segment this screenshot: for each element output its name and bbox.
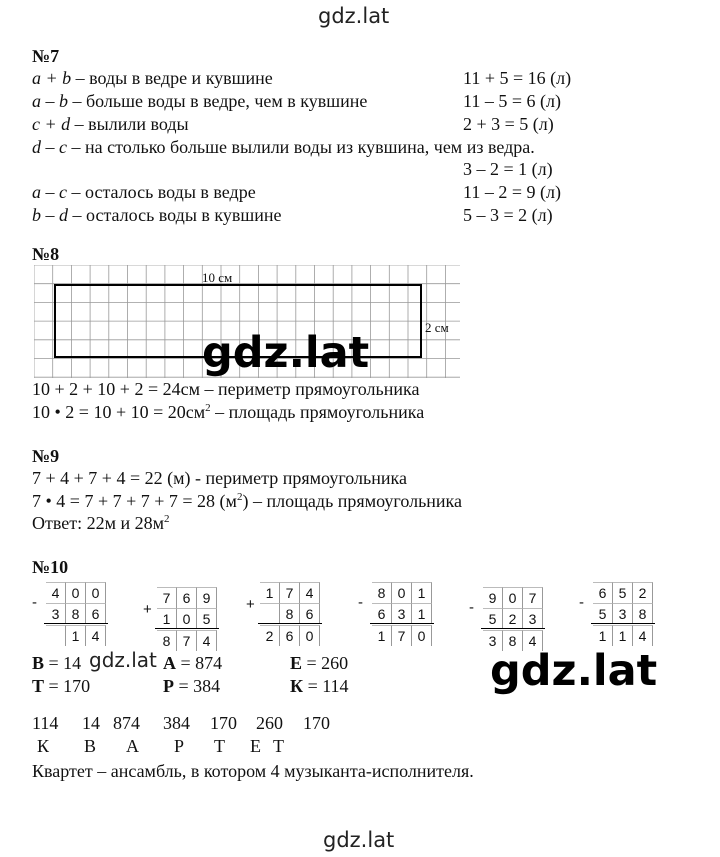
calc-row (46, 603, 106, 624)
digit-cell: 2 (260, 625, 280, 646)
digit-cell: 2 (633, 582, 653, 603)
digit-cell: 0 (66, 582, 86, 603)
digit-cell (46, 625, 66, 646)
task7-calc: 2 + 3 = 5 (л) (463, 114, 554, 134)
decode-letter: В (84, 736, 97, 756)
description: – на столько больше вылили воды из кувшина, чем из ведра. (67, 137, 535, 157)
digit-cell: 2 (503, 608, 523, 629)
result-value: = 170 (44, 676, 91, 696)
digit-cell: 0 (86, 582, 106, 603)
digit-cell: 7 (177, 630, 197, 651)
decode-number: 384 (163, 713, 190, 733)
digit-cell: 8 (503, 630, 523, 651)
digit-cell: 8 (633, 603, 653, 624)
column-calc (32, 580, 108, 648)
task7-line (32, 113, 189, 135)
decode-number: 874 (113, 713, 140, 733)
digit-cell (260, 603, 280, 624)
calc-row (593, 582, 653, 603)
task7-calc: 11 – 5 = 6 (л) (463, 91, 561, 111)
decode-number: 260 (256, 713, 283, 733)
task9-answer: Ответ: 22м и $28м^2$ (32, 513, 170, 533)
watermark-middle: gdz.lat (202, 328, 370, 378)
digit-cell: 7 (157, 587, 177, 608)
digit-cell: 8 (280, 603, 300, 624)
task10-conclusion: Квартет – ансамбль, в котором 4 музыканта-исполнителя. (32, 761, 474, 781)
description: – осталось воды в кувшине (68, 205, 282, 225)
digit-cell: 1 (593, 625, 613, 646)
digit-cell: 7 (392, 625, 412, 646)
digit-cell: 1 (412, 603, 432, 624)
decode-number: 14 (82, 713, 100, 733)
column-calc (143, 585, 219, 653)
description: – больше воды в ведре, чем в кувшине (68, 91, 368, 111)
decode-number: 170 (210, 713, 237, 733)
decode-letter: Е (250, 736, 261, 756)
digit-cell: 6 (280, 625, 300, 646)
digit-cell: 3 (523, 608, 543, 629)
task7-line (32, 136, 535, 158)
sum-line (44, 623, 108, 624)
result-letter: Р (163, 676, 174, 696)
digit-cell: 8 (66, 603, 86, 624)
width-label: 10 см (202, 270, 233, 285)
task8-perimeter: 10 + 2 + 10 + 2 = 24см – периметр прямоугольника (32, 379, 420, 399)
expression: b – d (32, 205, 68, 225)
task7-line (32, 181, 256, 203)
digit-cell: 5 (483, 608, 503, 629)
decode-number: 170 (303, 713, 330, 733)
operator: + (246, 596, 255, 613)
digit-cell: 7 (280, 582, 300, 603)
task9-header: №9 (32, 446, 60, 466)
digit-cell: 6 (177, 587, 197, 608)
description: – вылили воды (70, 114, 189, 134)
description: – осталось воды в ведре (67, 182, 256, 202)
calc-row (260, 582, 320, 603)
task8-header: №8 (32, 244, 60, 264)
decode-letter: К (37, 736, 50, 756)
sum-line (155, 628, 219, 629)
decode-letter: Т (273, 736, 284, 756)
result-value: = 114 (303, 676, 349, 696)
task8-area: 10 • $2 = 10 + 10 = 20см^2$ – площадь прямоугольника (32, 402, 425, 422)
digit-cell: 8 (372, 582, 392, 603)
task7-calc: 11 – 2 = 9 (л) (463, 182, 561, 202)
calc-row (593, 625, 653, 646)
calc-row (483, 608, 543, 629)
task9-perimeter: 7 + 4 + 7 + 4 = 22 (м) - периметр прямоугольника (32, 468, 407, 488)
digit-cell: 8 (157, 630, 177, 651)
digit-cell: 1 (260, 582, 280, 603)
calc-row (260, 625, 320, 646)
result-item (163, 652, 222, 674)
task7-calc: 5 – 3 = 2 (л) (463, 205, 553, 225)
result-item (32, 675, 90, 697)
column-calc (246, 580, 322, 648)
calc-row (372, 625, 432, 646)
calc-row (157, 630, 217, 651)
result-letter: К (290, 676, 304, 696)
digit-cell: 1 (372, 625, 392, 646)
calc-row (46, 582, 106, 603)
expression: a – b (32, 91, 68, 111)
result-item (290, 675, 349, 697)
task10-header: №10 (32, 557, 69, 577)
sum-line (591, 623, 655, 624)
digit-cell: 0 (503, 587, 523, 608)
task7-header: №7 (32, 46, 60, 66)
digit-cell: 3 (613, 603, 633, 624)
result-letter: В (32, 653, 45, 673)
operator: + (143, 601, 152, 618)
digit-cell: 0 (177, 608, 197, 629)
watermark-top: gdz.lat (318, 4, 390, 28)
calc-row (157, 608, 217, 629)
digit-cell: 4 (197, 630, 217, 651)
digit-cell: 0 (392, 582, 412, 603)
task7-line (32, 67, 273, 89)
digit-cell: 5 (613, 582, 633, 603)
calc-row (483, 587, 543, 608)
height-label: 2 см (425, 320, 449, 335)
calc-row (372, 603, 432, 624)
watermark-small: gdz.lat (89, 648, 157, 672)
digit-cell: 0 (412, 625, 432, 646)
digit-cell: 5 (197, 608, 217, 629)
task7-calc: 11 + 5 = 16 (л) (463, 68, 572, 88)
decode-letter: Р (174, 736, 185, 756)
digit-cell: 0 (300, 625, 320, 646)
result-value: = 260 (302, 653, 349, 673)
digit-cell: 4 (46, 582, 66, 603)
result-value: = 384 (174, 676, 221, 696)
digit-cell: 4 (300, 582, 320, 603)
digit-cell: 5 (593, 603, 613, 624)
digit-cell: 1 (66, 625, 86, 646)
calc-row (260, 603, 320, 624)
digit-cell: 7 (523, 587, 543, 608)
digit-cell: 6 (372, 603, 392, 624)
digit-cell: 9 (483, 587, 503, 608)
watermark-bottom: gdz.lat (323, 828, 395, 852)
sum-line (258, 623, 322, 624)
digit-cell: 9 (197, 587, 217, 608)
result-item (32, 652, 81, 674)
digit-cell: 4 (523, 630, 543, 651)
task9-area: 7 • 4 = 7 + 7 + 7 + 7 = 28 $(м^2)$ – площадь прямоугольника (32, 491, 463, 511)
digit-cell: 6 (86, 603, 106, 624)
sum-line (481, 628, 545, 629)
result-value: = 14 (44, 653, 82, 673)
decode-letter: А (126, 736, 139, 756)
digit-cell: 1 (412, 582, 432, 603)
task7-line (32, 204, 282, 226)
digit-cell: 4 (86, 625, 106, 646)
expression: a – c (32, 182, 67, 202)
result-letter: Е (290, 653, 303, 673)
watermark-big: gdz.lat (490, 646, 658, 696)
decode-letter: Т (214, 736, 225, 756)
task7-calc: 3 – 2 = 1 (л) (463, 159, 553, 179)
calc-row (157, 587, 217, 608)
digit-cell: 1 (157, 608, 177, 629)
description: – воды в ведре и кувшине (71, 68, 273, 88)
expression: d – c (32, 137, 67, 157)
column-calc (579, 580, 655, 648)
task7-line (32, 90, 367, 112)
digit-cell: 3 (483, 630, 503, 651)
operator: - (32, 594, 37, 611)
decode-number: 114 (32, 713, 59, 733)
calc-row (46, 625, 106, 646)
digit-cell: 1 (613, 625, 633, 646)
result-letter: Т (32, 676, 45, 696)
digit-cell: 6 (300, 603, 320, 624)
expression: c + d (32, 114, 71, 134)
expression: a + b (32, 68, 72, 88)
column-calc (469, 585, 545, 653)
result-item (163, 675, 220, 697)
operator: - (469, 599, 474, 616)
calc-row (372, 582, 432, 603)
digit-cell: 6 (593, 582, 613, 603)
calc-row (593, 603, 653, 624)
digit-cell: 3 (392, 603, 412, 624)
digit-cell: 4 (633, 625, 653, 646)
operator: - (579, 594, 584, 611)
result-letter: А (163, 653, 176, 673)
sum-line (370, 623, 434, 624)
result-value: = 874 (176, 653, 223, 673)
digit-cell: 3 (46, 603, 66, 624)
column-calc (358, 580, 434, 648)
result-item (290, 652, 348, 674)
operator: - (358, 594, 363, 611)
